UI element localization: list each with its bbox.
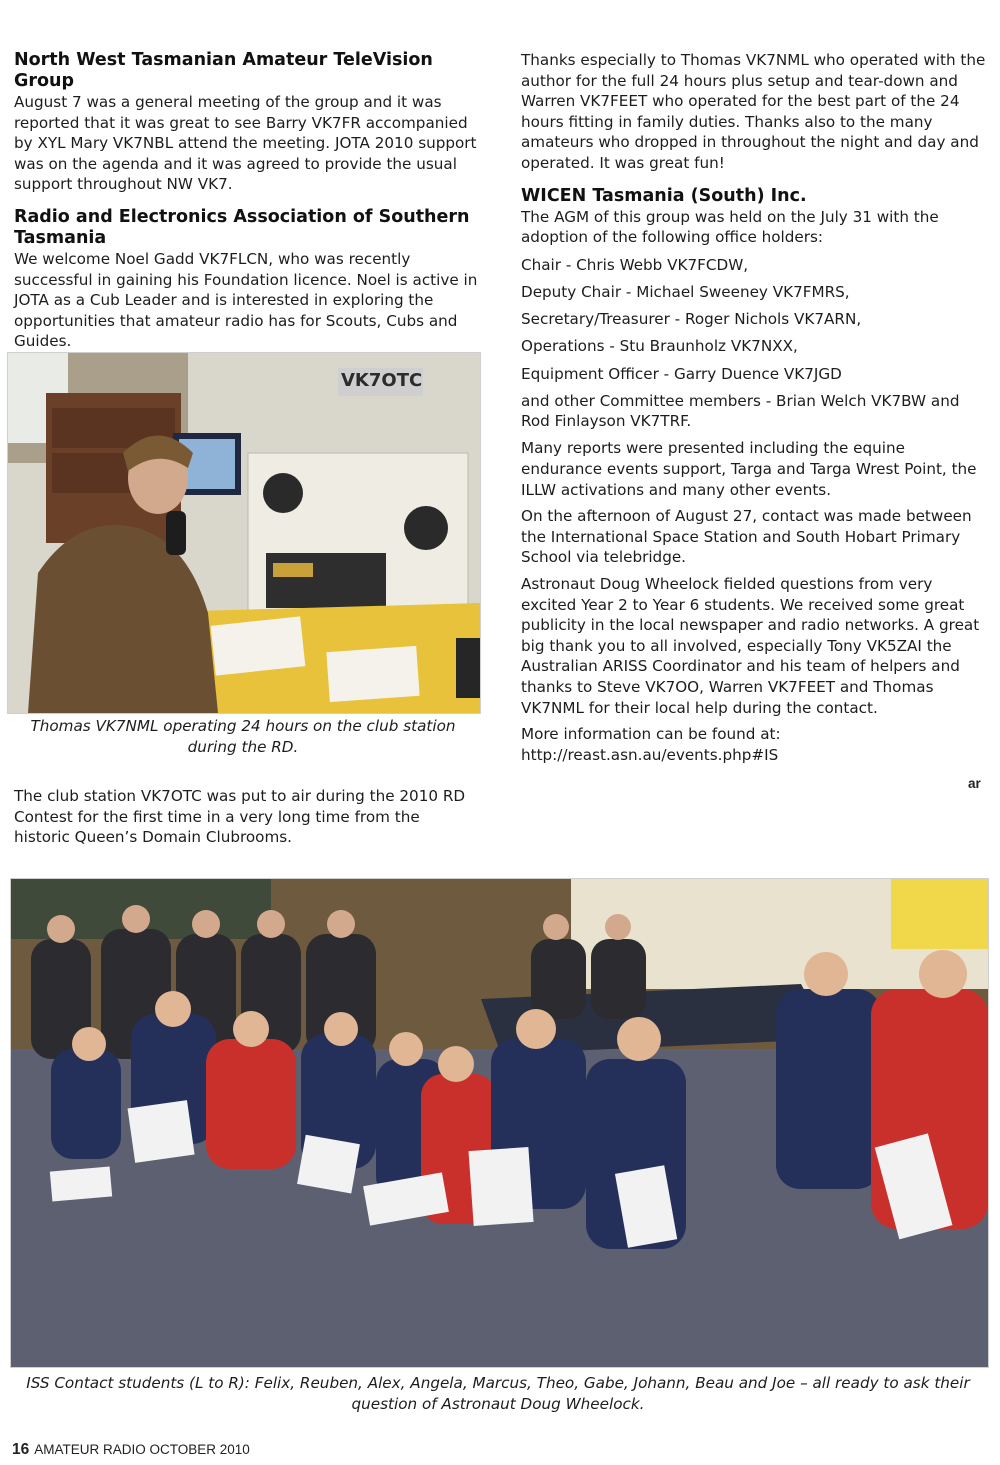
station-callsign-sign: VK7OTC	[341, 370, 423, 391]
office-holder: and other Committee members - Brian Welch VK7BW and Rod Finlayson VK7TRF.	[521, 391, 960, 431]
nwtatv-heading: North West Tasmanian Amateur TeleVision Group	[14, 50, 433, 91]
agm-paragraph: The AGM of this group was held on the July 31 with the adoption of the following office holders:	[521, 207, 939, 247]
reast-paragraph: We welcome Noel Gadd VK7FLCN, who was recently successful in gaining his Foundation licence. Noel is active in JOTA as a Cub Leader and is interested in exploring the opportunities that amateur radio has for Scouts, Cubs and Guides.	[14, 249, 478, 351]
thanks-paragraph: Thanks especially to Thomas VK7NML who operated with the author for the full 24 hours plus setup and tear-down and Warren VK7FEET who operated for the best part of the 24 hours fitting in family duties. Thanks also to the many amateurs who dropped in throughout the night and day and operated. It was great fun!	[521, 51, 986, 172]
office-holder: Equipment Officer - Garry Duence VK7JGD	[521, 364, 842, 383]
radio-photo-caption: Thomas VK7NML operating 24 hours on the club station during the RD.	[30, 717, 456, 756]
office-holder: Chair - Chris Webb VK7FCDW,	[521, 255, 749, 274]
office-holder: Secretary/Treasurer - Roger Nichols VK7ARN,	[521, 310, 862, 329]
magazine-issue: AMATEUR RADIO OCTOBER 2010	[34, 1442, 250, 1457]
office-holder: Operations - Stu Braunholz VK7NXX,	[521, 337, 798, 356]
office-holders-list	[521, 255, 987, 432]
reports-paragraph: Many reports were presented including the equine endurance events support, Targa and Targa Wrest Point, the ILLW activations and many other events.	[521, 439, 977, 499]
office-holder: Deputy Chair - Michael Sweeney VK7FMRS,	[521, 282, 850, 301]
radio-station-photo	[7, 352, 481, 714]
club-station-paragraph: The club station VK7OTC was put to air during the 2010 RD Contest for the first time in a very long time from the historic Queen’s Domain Clubrooms.	[14, 787, 466, 847]
iss-students-photo	[10, 878, 989, 1368]
page-number: 16	[12, 1441, 30, 1458]
right-column	[521, 50, 987, 765]
left-column	[14, 50, 484, 352]
astronaut-paragraph: Astronaut Doug Wheelock fielded questions from very excited Year 2 to Year 6 students. We received some great publicity in the local newspaper and radio networks. A great big thank you to all involved, especially Tony VK5ZAI the Australian ARISS Coordinator and his team of helpers and thanks to Steve VK7OO, Warren VK7FEET and Thomas VK7NML for their local help during the contact.	[521, 575, 980, 717]
reast-heading: Radio and Electronics Association of Southern Tasmania	[14, 206, 470, 248]
iss-contact-paragraph: On the afternoon of August 27, contact was made between the International Space Station and South Hobart Primary School via telebridge.	[521, 507, 972, 567]
iss-photo-caption: ISS Contact students (L to R): Felix, Reuben, Alex, Angela, Marcus, Theo, Gabe, Johann, Beau and Joe – all ready to ask their question of Astronaut Doug Wheelock.	[26, 1374, 970, 1413]
page-footer	[12, 1441, 250, 1459]
more-info-paragraph: More information can be found at: http://reast.asn.au/events.php#IS	[521, 725, 781, 764]
end-of-article-mark: ar	[968, 776, 981, 791]
nwtatv-paragraph: August 7 was a general meeting of the group and it was reported that it was great to see Barry VK7FR accompanied by XYL Mary VK7NBL attend the meeting. JOTA 2010 support was on the agenda and it was agreed to provide the usual support throughout NW VK7.	[14, 93, 477, 194]
wicen-heading: WICEN Tasmania (South) Inc.	[521, 185, 807, 206]
